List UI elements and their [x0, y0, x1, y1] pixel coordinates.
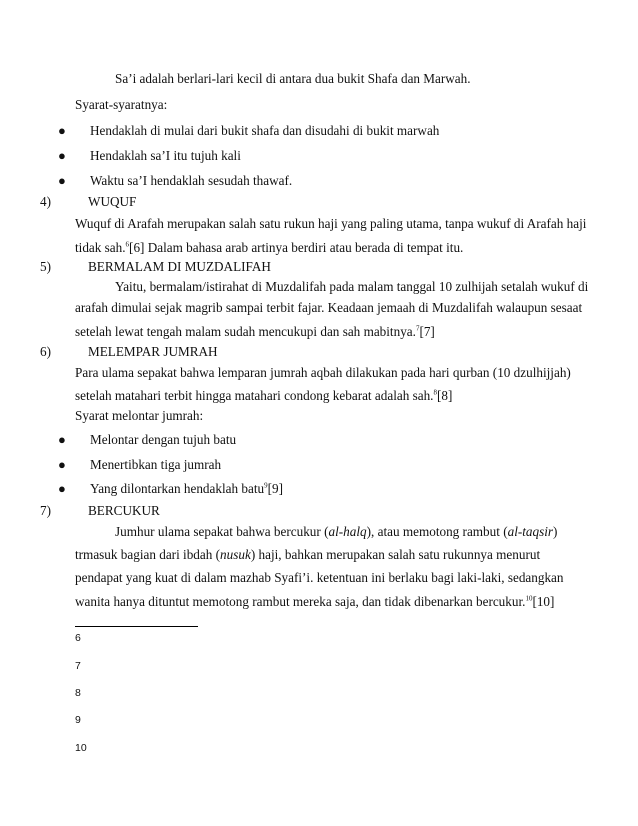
wuquf-line-2: tidak sah.$^6$[6] Dalam bahasa arab artinya berdiri atau berada di tempat itu.: [75, 240, 464, 255]
jumrah-bullet-2: Menertibkan tiga jumrah: [90, 457, 222, 472]
section-title-bercukur: BERCUKUR: [88, 503, 160, 518]
sai-syarat-label: Syarat-syaratnya:: [75, 97, 168, 112]
sai-intro-text: Sa’i adalah berlari-lari kecil di antara dua bukit Shafa dan Marwah.: [115, 71, 471, 86]
sai-bullet-3: Waktu sa’I hendaklah sesudah thawaf.: [90, 173, 293, 188]
bullet-icon: ●: [58, 173, 66, 188]
footnote-ref-6[interactable]: 6: [125, 240, 130, 249]
section-title-jumrah: MELEMPAR JUMRAH: [88, 344, 218, 359]
bercukur-line-4: wanita hanya dituntut memotong rambut mereka saja, dan tidak dibenarkan bercukur.$^{10}$[10]: [75, 594, 555, 609]
section-number-4: 4): [40, 194, 51, 209]
section-number-6: 6): [40, 344, 51, 359]
bullet-icon: ●: [58, 457, 66, 472]
bercukur-line-2: trmasuk bagian dari ibdah (nusuk) haji, bahkan merupakan salah satu rukunnya menurut: [75, 547, 541, 562]
jumrah-syarat-label: Syarat melontar jumrah:: [75, 408, 204, 423]
bercukur-line-3: pendapat yang kuat di dalam mazhab Syafi’i. ketentuan ini berlaku bagi laki-laki, sedangkan: [75, 570, 564, 585]
section-number-7: 7): [40, 503, 51, 518]
footnote-7: 7: [75, 660, 81, 672]
jumrah-bullet-1: Melontar dengan tujuh batu: [90, 432, 237, 447]
bullet-icon: ●: [58, 432, 66, 447]
section-number-5: 5): [40, 259, 51, 274]
footnote-6: 6: [75, 632, 81, 644]
section-title-muzdalifah: BERMALAM DI MUZDALIFAH: [88, 259, 271, 274]
bullet-icon: ●: [58, 481, 66, 496]
muzdalifah-line-2: arafah dimulai sejak magrib sampai terbit fajar. Keadaan jemaah di Muzdalifah walaupun sesaat: [75, 300, 583, 315]
jumrah-line-1: Para ulama sepakat bahwa lemparan jumrah aqbah dilakukan pada hari qurban (10 dzulhijjah): [75, 365, 571, 380]
footnote-ref-7[interactable]: 7: [415, 324, 420, 333]
jumrah-line-2: setelah matahari terbit hingga matahari condong kebarat adalah sah.$^8$[8]: [75, 388, 453, 403]
footnote-9: 9: [75, 714, 81, 726]
sai-bullet-1: Hendaklah di mulai dari bukit shafa dan disudahi di bukit marwah: [90, 123, 440, 138]
section-title-wuquf: WUQUF: [88, 194, 137, 209]
bullet-icon: ●: [58, 148, 66, 163]
footnote-ref-9[interactable]: 9: [264, 481, 268, 490]
footnote-ref-8[interactable]: 8: [433, 388, 437, 397]
footnote-ref-10[interactable]: 10: [525, 594, 533, 603]
footnote-10: 10: [75, 742, 87, 754]
footnote-separator: [75, 626, 198, 627]
bercukur-line-1: Jumhur ulama sepakat bahwa bercukur (al-halq), atau memotong rambut (al-taqsir): [115, 524, 558, 539]
muzdalifah-line-3: setelah lewat tengah malam sudah mencukupi dan sah mabitnya.$^7$[7]: [75, 324, 435, 339]
wuquf-line-1: Wuquf di Arafah merupakan salah satu rukun haji yang paling utama, tanpa wukuf di Arafah haji: [75, 216, 587, 231]
muzdalifah-line-1: Yaitu, bermalam/istirahat di Muzdalifah pada malam tanggal 10 zulhijah setalah wukuf di: [115, 279, 589, 294]
jumrah-bullet-3: Yang dilontarkan hendaklah batu$^9$[9]: [90, 481, 283, 496]
sai-bullet-2: Hendaklah sa’I itu tujuh kali: [90, 148, 241, 163]
bullet-icon: ●: [58, 123, 66, 138]
footnote-8: 8: [75, 687, 81, 699]
